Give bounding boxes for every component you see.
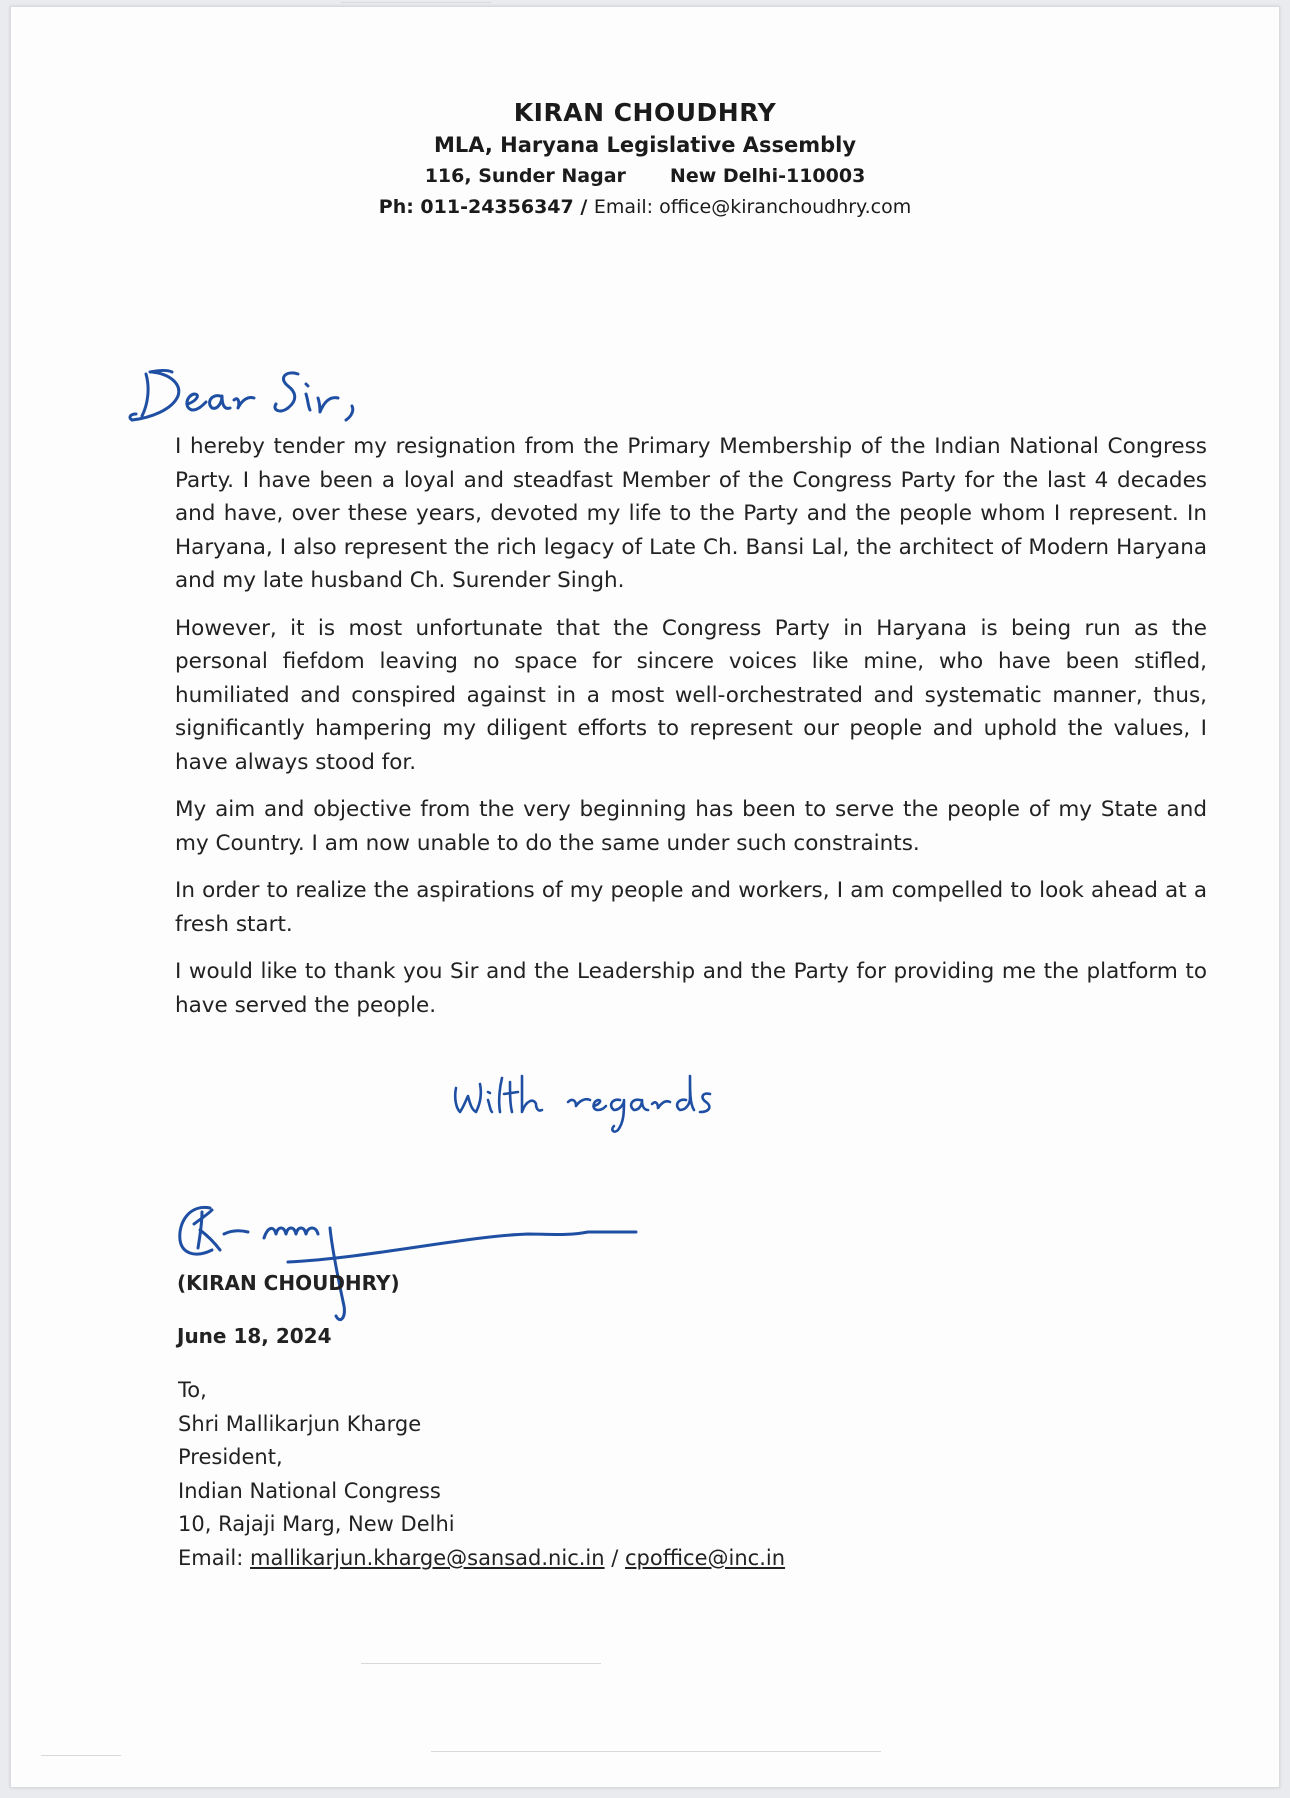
sender-title: MLA, Haryana Legislative Assembly bbox=[433, 133, 857, 157]
addressee-name: Shri Mallikarjun Kharge bbox=[178, 1411, 422, 1436]
letterhead bbox=[0, 96, 1290, 223]
addressee-block bbox=[178, 1374, 785, 1576]
contact-separator: / bbox=[573, 196, 594, 218]
body-paragraph: I would like to thank you Sir and the Leadership and the Party for providing me the platform to have served the people. bbox=[175, 959, 1207, 1018]
scan-artifact bbox=[341, 2, 491, 3]
sender-phone: Ph: 011-24356347 bbox=[378, 196, 574, 218]
sender-street: 116, Sunder Nagar bbox=[424, 165, 626, 187]
email-link-secondary[interactable]: cpoffice@inc.in bbox=[625, 1545, 786, 1570]
scan-artifact bbox=[41, 1755, 121, 1756]
email-separator: / bbox=[604, 1545, 626, 1570]
addressee-designation: President, bbox=[178, 1445, 283, 1470]
signatory-name: (KIRAN CHOUDHRY) bbox=[177, 1271, 400, 1295]
letter-date: June 18, 2024 bbox=[177, 1324, 332, 1348]
scan-artifact bbox=[431, 1751, 881, 1752]
email-label: Email: bbox=[178, 1545, 251, 1570]
sender-address bbox=[0, 161, 1290, 192]
sender-contact bbox=[0, 192, 1290, 223]
body-paragraph: My aim and objective from the very beginning has been to serve the people of my State and my Country. I am now unable to do the same under such constraints. bbox=[175, 797, 1207, 856]
body-paragraph: However, it is most unfortunate that the Congress Party in Haryana is being run as the personal fiefdom leaving no space for sincere voices like mine, who have been stifled, humiliated and conspired against in a most well-orchestrated and systematic manner, thus, significantly hampering my diligent efforts to represent our people and uphold the values, I have always stood for. bbox=[175, 615, 1207, 775]
addressee-email bbox=[178, 1542, 785, 1576]
body-paragraph: I hereby tender my resignation from the Primary Membership of the Indian National Congress Party. I have been a loyal and steadfast Member of the Congress Party for the last 4 decades and have, over these years, devoted my life to the Party and the people whom I represent. In Haryana, I also represent the rich legacy of Late Ch. Bansi Lal, the architect of Modern Haryana and my late husband Ch. Surender Singh. bbox=[175, 434, 1207, 593]
addressee-to: To, bbox=[178, 1378, 207, 1402]
body-paragraph: In order to realize the aspirations of my people and workers, I am compelled to look ahead at a fresh start. bbox=[175, 878, 1207, 937]
addressee-address: 10, Rajaji Marg, New Delhi bbox=[178, 1512, 455, 1537]
sender-email: Email: office@kiranchoudhry.com bbox=[593, 196, 912, 218]
addressee-organization: Indian National Congress bbox=[178, 1478, 441, 1503]
email-link-primary[interactable]: mallikarjun.kharge@sansad.nic.in bbox=[250, 1545, 605, 1570]
sender-name: KIRAN CHOUDHRY bbox=[513, 98, 777, 127]
sender-city: New Delhi-110003 bbox=[669, 165, 866, 187]
letter-body bbox=[175, 430, 1207, 1036]
scan-artifact bbox=[361, 1663, 601, 1664]
